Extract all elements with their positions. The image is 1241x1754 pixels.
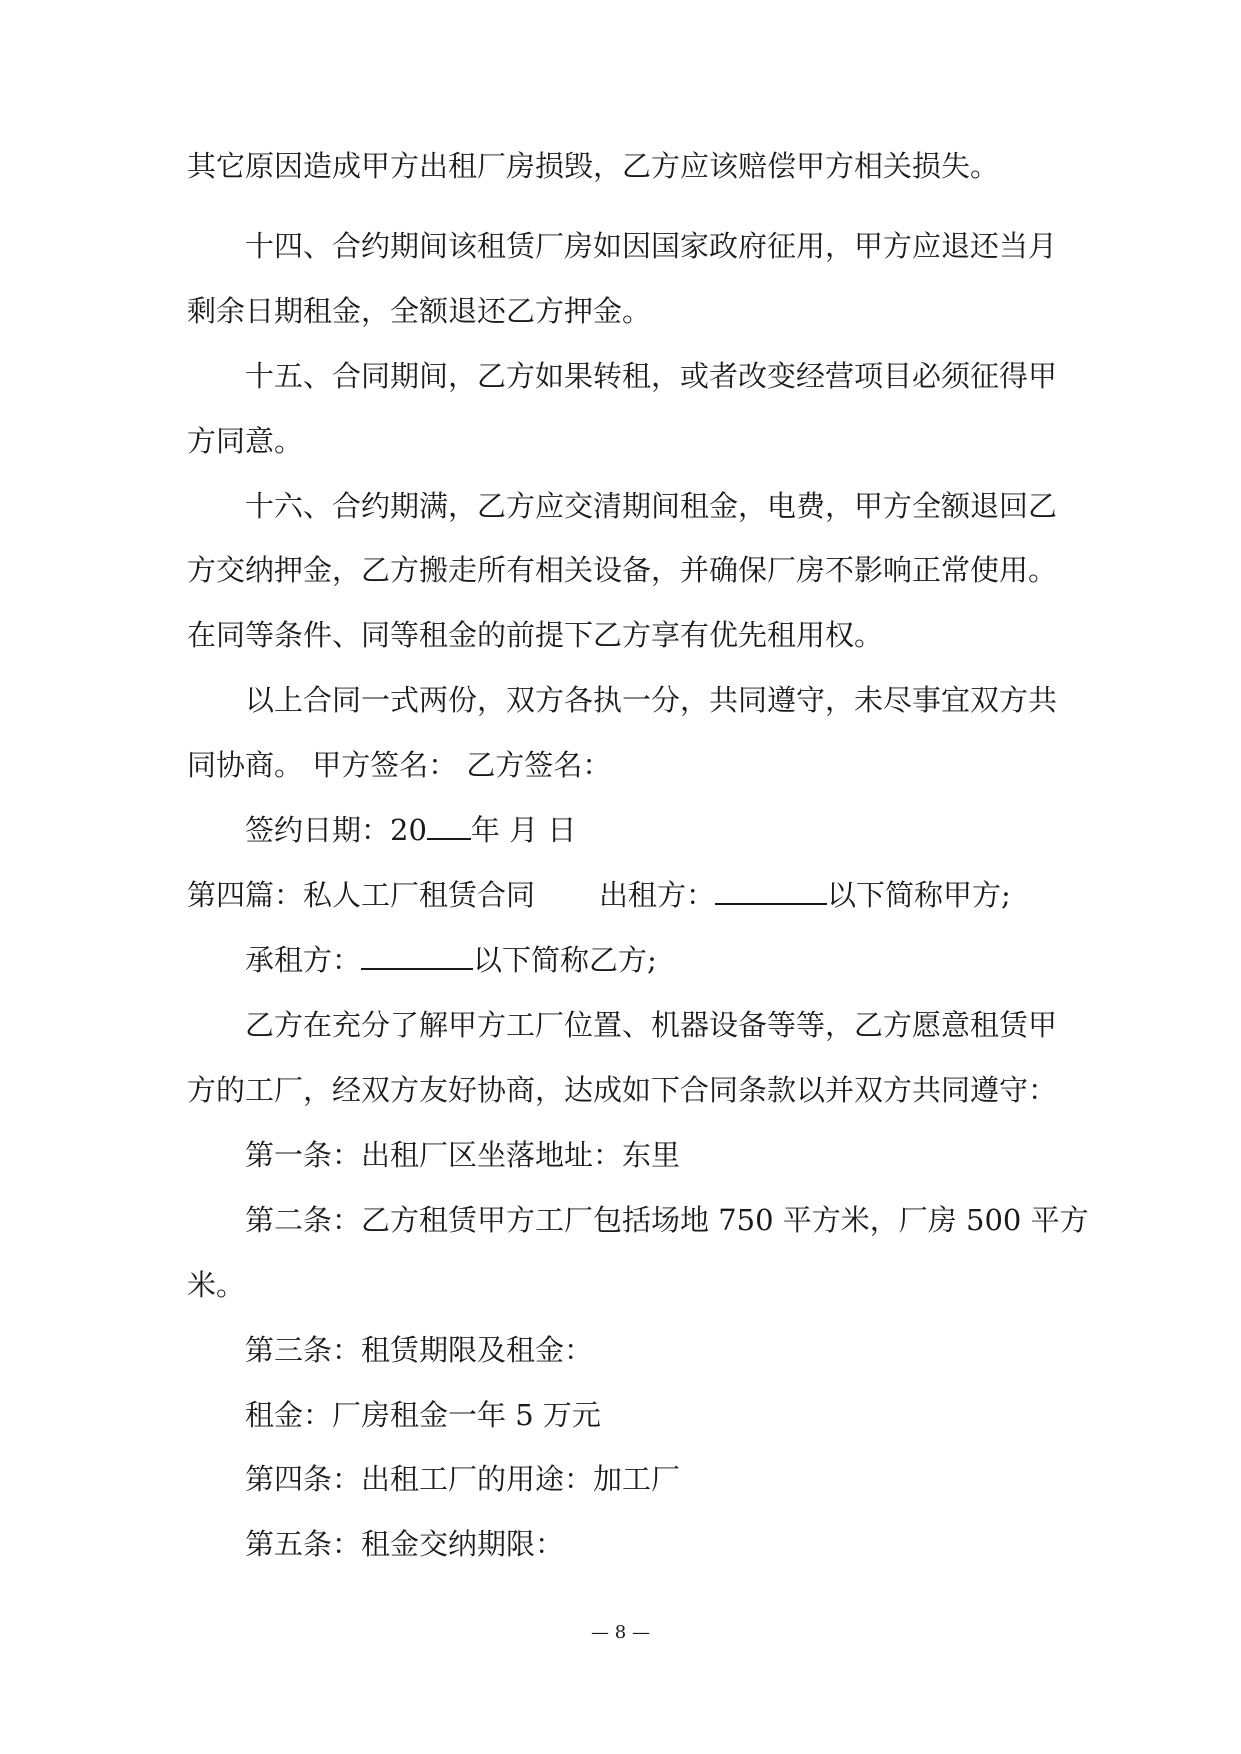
lessor-blank bbox=[715, 875, 827, 905]
clause-15-line-1: 十五、合同期间，乙方如果转租，或者改变经营项目必须征得甲 bbox=[245, 359, 1058, 393]
fourth-article-title: 第四篇：私人工厂租赁合同 bbox=[187, 878, 536, 912]
paragraph-line: 其它原因造成甲方出租厂房损毁，乙方应该赔偿甲方相关损失。 bbox=[187, 149, 1000, 183]
page-number: — 8 — bbox=[591, 1622, 650, 1643]
lessor-label: 出租方： bbox=[599, 878, 716, 912]
lessee-line bbox=[245, 940, 657, 980]
closing-line-1: 以上合同一式两份，双方各执一分，共同遵守，未尽事宜双方共 bbox=[245, 683, 1058, 717]
sign-date-suffix: 年 月 日 bbox=[470, 813, 577, 847]
sign-date-prefix: 签约日期：20 bbox=[245, 813, 427, 847]
article-2-line-2: 米。 bbox=[187, 1268, 246, 1302]
intro-line-1: 乙方在充分了解甲方工厂位置、机器设备等等，乙方愿意租赁甲 bbox=[245, 1008, 1058, 1042]
article-5: 第五条：租金交纳期限： bbox=[245, 1527, 565, 1561]
clause-16-line-2: 方交纳押金，乙方搬走所有相关设备，并确保厂房不影响正常使用。 bbox=[187, 553, 1058, 587]
lessee-blank bbox=[361, 940, 473, 970]
clause-16-line-1: 十六、合约期满，乙方应交清期间租金，电费，甲方全额退回乙 bbox=[245, 489, 1058, 523]
lessor-suffix: 以下简称甲方; bbox=[827, 878, 1011, 912]
sign-date bbox=[245, 810, 576, 850]
article-4: 第四条：出租工厂的用途：加工厂 bbox=[245, 1462, 681, 1496]
clause-14-line-2: 剩余日期租金，全额退还乙方押金。 bbox=[187, 294, 652, 328]
closing-line-2: 同协商。 甲方签名： 乙方签名： bbox=[187, 748, 612, 782]
article-2-line-1: 第二条：乙方租赁甲方工厂包括场地 750 平方米，厂房 500 平方 bbox=[245, 1203, 1089, 1237]
clause-15-line-2: 方同意。 bbox=[187, 424, 304, 458]
article-3: 第三条：租赁期限及租金： bbox=[245, 1333, 594, 1367]
rent-line: 租金：厂房租金一年 5 万元 bbox=[245, 1398, 601, 1432]
lessee-suffix: 以下简称乙方; bbox=[473, 943, 657, 977]
clause-14-line-1: 十四、合约期间该租赁厂房如因国家政府征用，甲方应退还当月 bbox=[245, 229, 1058, 263]
year-blank bbox=[427, 810, 471, 840]
article-1: 第一条：出租厂区坐落地址：东里 bbox=[245, 1138, 681, 1172]
clause-16-line-3: 在同等条件、同等租金的前提下乙方享有优先租用权。 bbox=[187, 618, 884, 652]
fourth-article-title-line bbox=[187, 875, 1011, 915]
lessee-label: 承租方： bbox=[245, 943, 362, 977]
intro-line-2: 方的工厂，经双方友好协商，达成如下合同条款以并双方共同遵守： bbox=[187, 1073, 1058, 1107]
